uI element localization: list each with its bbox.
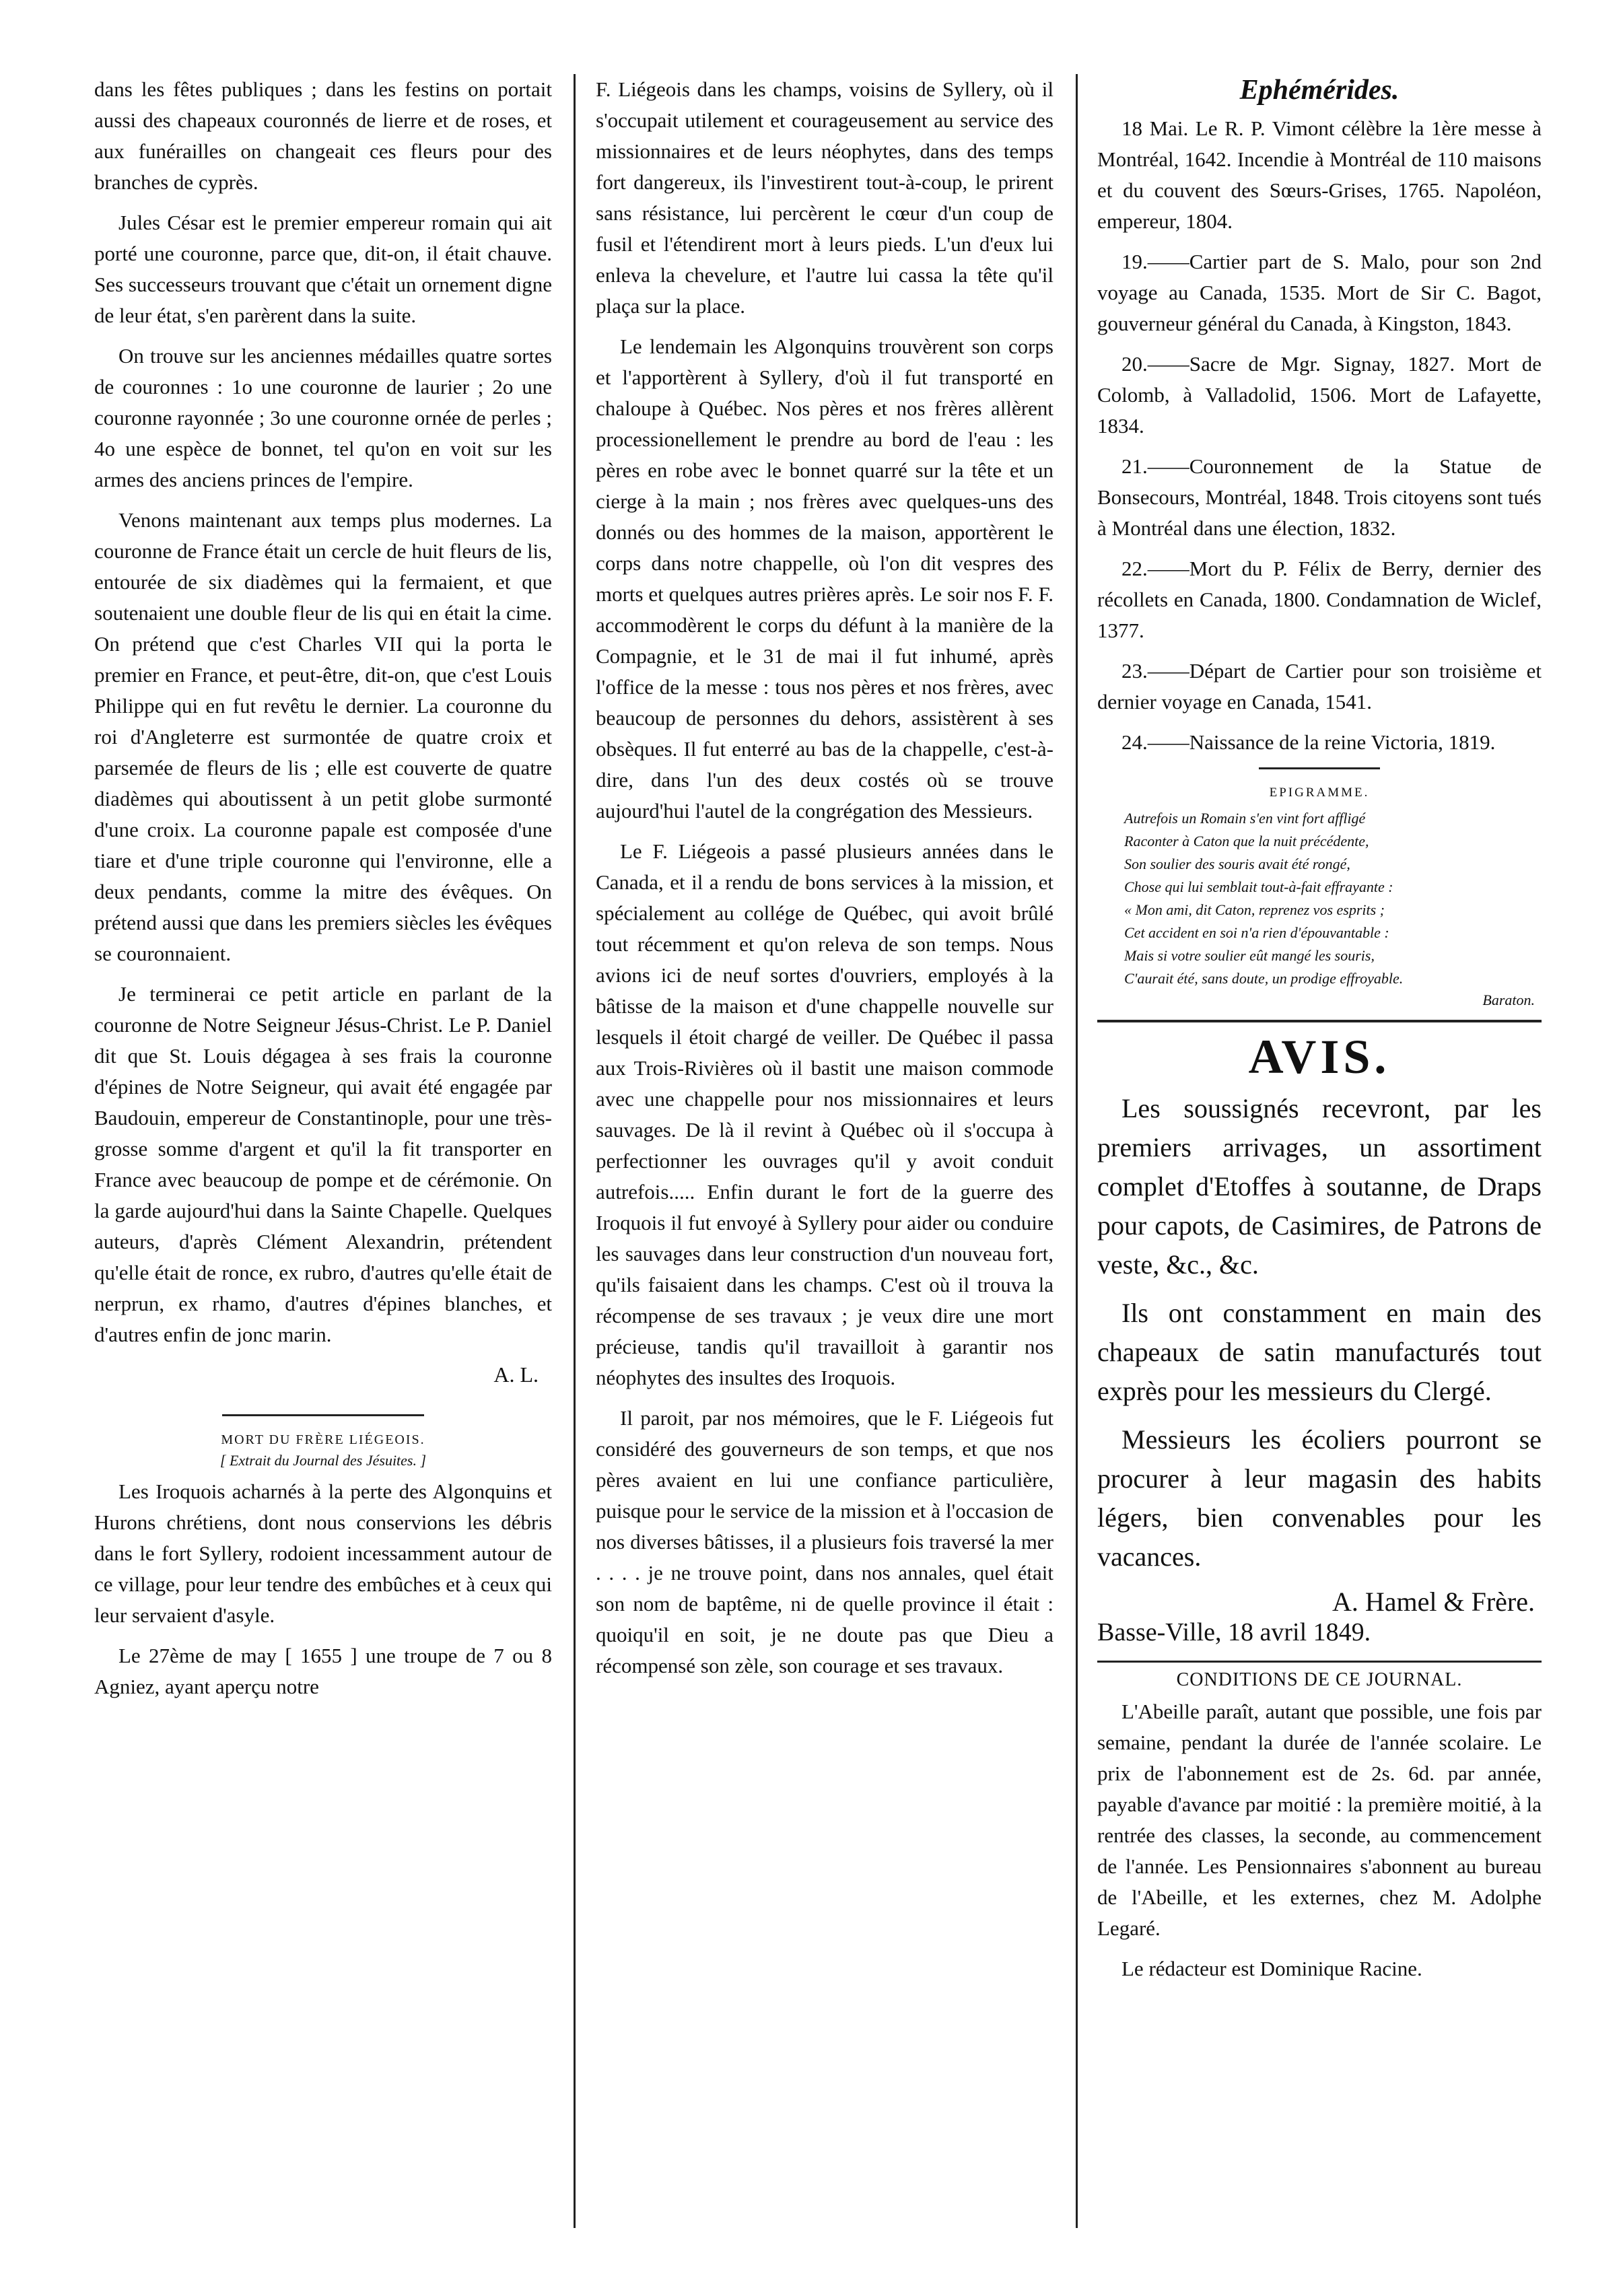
poem-line: Son soulier des souris avait été rongé, (1124, 856, 1350, 872)
paragraph: Les Iroquois acharnés à la perte des Algonquins et Hurons chrétiens, dont nous conservions les débris dans le fort Syllery, rodoient incessamment autour de ce village, pour leur tendre des embûches et à ceux qui leur servaient d'asyle. (94, 1480, 552, 1627)
author-signature: A. L. (493, 1362, 539, 1387)
newspaper-page (94, 74, 1542, 2255)
article-source: [ Extrait du Journal des Jésuites. ] (219, 1452, 427, 1469)
column-divider-1 (574, 74, 576, 2228)
paragraph: Ils ont constamment en main des chapeaux de satin manufacturés tout exprès pour les messieurs du Clergé. (1097, 1298, 1542, 1406)
paragraph: L'Abeille paraît, autant que possible, une fois par semaine, pendant la durée de l'année scolaire. Le prix de l'abonnement est de 2s. 6d. par année, payable d'avance par moitié : la première moitié, à la rentrée des classes, la seconde, au commencement de l'année. Les Pensionnaires s'abonnent au bureau de l'Abeille, et les externes, chez M. Adolphe Legaré. (1097, 1700, 1542, 1940)
section-divider (222, 1414, 424, 1416)
poem-line: Raconter à Caton que la nuit précédente, (1124, 833, 1369, 849)
paragraph: F. Liégeois dans les champs, voisins de Syllery, où il s'occupait utilement et courageusement au service des missionnaires et de leurs néophytes, dans des temps fort dangereux, ils l'investirent tout-à-coup, le prirent sans résistance, lui percèrent le cœur d'un coup de fusil et l'étendirent mort à leurs pieds. L'un d'eux lui enleva la chevelure, et l'autre lui cassa la tête qu'il plaça sur la place. (596, 77, 1054, 318)
advertisement-place-date: Basse-Ville, 18 avril 1849. (1097, 1618, 1371, 1646)
column-divider-2 (1076, 74, 1078, 2228)
paragraph: Messieurs les écoliers pourront se procurer à leur magasin des habits légers, bien convenables pour les vacances. (1097, 1424, 1542, 1572)
paragraph: Je terminerai ce petit article en parlant de la couronne de Notre Seigneur Jésus-Christ. Le P. Daniel dit que St. Louis dégagea à ses frais la couronne d'épines de Notre Seigneur, qui avait été engagée par Baudouin, empereur de Constantinople, pour une très-grosse somme d'argent et qu'il la fit transporter en France avec beaucoup de pompe et de cérémonie. On la garde aujourd'hui dans la Sainte Chapelle. Quelques auteurs, d'après Clément Alexandrin, prétendent qu'elle était de ronce, ex rubro, d'autres qu'elle était de nerprun, ex rhamo, d'autres d'épines blanches, et d'autres enfin de jonc marin. (94, 982, 552, 1346)
conditions-title: CONDITIONS DE CE JOURNAL. (1176, 1669, 1463, 1690)
ephemerides-title: Ephémérides. (1239, 75, 1400, 106)
advertiser-signature: A. Hamel & Frère. (1332, 1587, 1535, 1617)
epigram-author: Baraton. (1482, 992, 1535, 1008)
ephemeris-entry: 23.——Départ de Cartier pour son troisième et dernier voyage en Canada, 1541. (1097, 659, 1542, 714)
ephemeris-entry: 22.——Mort du P. Félix de Berry, dernier des récollets en Canada, 1800. Condamnation de Wiclef, 1377. (1097, 557, 1542, 642)
epigram-poem (1124, 807, 1542, 990)
poem-line: Mais si votre soulier eût mangé les souris, (1124, 947, 1375, 964)
epigram-title: EPIGRAMME. (1269, 786, 1370, 800)
paragraph: Le lendemain les Algonquins trouvèrent son corps et l'apportèrent à Syllery, d'où il fut transporté en chaloupe à Québec. Nos pères et nos frères allèrent processionellement le prendre au bord de l'eau : les pères en robe avec le bonnet quarré sur la tête et un cierge à la main ; nos frères avec quelques-uns des donnés ou des hommes de la maison, apportèrent le corps dans notre chappelle, où l'on dit vespres des morts et quelques autres prières après. Le soir nos F. F. accommodèrent le corps du défunt à la manière de la Compagnie, et le 31 de mai il fut inhumé, après l'office de la messe : tous nos pères et nos frères, avec beaucoup de personnes du dehors, assistèrent à ses obsèques. Il fut enterré au bas de la chappelle, c'est-à-dire, dans l'un des deux costés où se trouve aujourd'hui l'autel de la congrégation des Messieurs. (596, 335, 1054, 823)
ephemeris-entry: 20.——Sacre de Mgr. Signay, 1827. Mort de Colomb, à Valladolid, 1506. Mort de Lafayette, 1834. (1097, 352, 1542, 438)
paragraph: Venons maintenant aux temps plus modernes. La couronne de France était un cercle de huit fleurs de lis, entourée de six diadèmes qui la fermaient, et que soutenaient une double fleur de lis qui en était la cime. On prétend que c'est Charles VII qui la porta le premier en France, et peut-être, dit-on, que c'est Louis Philippe qui en fut revêtu le dernier. La couronne du roi d'Angleterre est surmontée de quatre croix et parsemée de fleurs de lis ; elle est couverte de quatre diadèmes qui aboutissent à un petit globe surmonté d'une croix. La couronne papale est composée d'une tiare et d'une triple couronne qui l'environne, elle a deux pendants, comme la mitre des évêques. On prétend aussi que dans les premiers siècles les évêques se couronnaient. (94, 508, 552, 965)
paragraph: Il paroit, par nos mémoires, que le F. Liégeois fut considéré des gouverneurs de son temps, et que nos pères avaient en lui une confiance particulière, puisque pour le service de la mission et à l'occasion de nos diverses bâtisses, il a plusieurs fois traversé la mer . . . . je ne trouve point, dans nos annales, quel était son nom de baptême, ni de quelle province il était : quoiqu'il en soit, je ne doute pas que Dieu a récompensé son zèle, son courage et ses travaux. (596, 1406, 1054, 1677)
ephemeris-entry: 18 Mai. Le R. P. Vimont célèbre la 1ère messe à Montréal, 1642. Incendie à Montréal de 110 maisons et du couvent des Sœurs-Grises, 1765. Napoléon, empereur, 1804. (1097, 116, 1542, 233)
section-divider (1097, 1661, 1542, 1663)
column-1 (94, 74, 552, 1712)
paragraph: dans les fêtes publiques ; dans les festins on portait aussi des chapeaux couronnés de lierre et de roses, et aux funérailles on changeait ces fleurs pour des branches de cyprès. (94, 77, 552, 194)
poem-line: Autrefois un Romain s'en vint fort affligé (1124, 810, 1366, 827)
article-title: MORT DU FRÈRE LIÉGEOIS. (221, 1432, 425, 1447)
paragraph: Le 27ème de may [ 1655 ] une troupe de 7 ou 8 Agniez, ayant aperçu notre (94, 1644, 552, 1698)
poem-line: Cet accident en soi n'a rien d'épouvantable : (1124, 924, 1389, 941)
advertisement (1097, 1029, 1542, 1647)
poem-line: C'aurait été, sans doute, un prodige effroyable. (1124, 970, 1404, 987)
advertisement-title: AVIS. (1248, 1030, 1391, 1084)
poem-line: « Mon ami, dit Caton, reprenez vos esprits ; (1124, 901, 1385, 918)
column-3 (1097, 74, 1542, 1994)
paragraph: On trouve sur les anciennes médailles quatre sortes de couronnes : 1o une couronne de laurier ; 2o une couronne rayonnée ; 3o une couronne ornée de perles ; 4o une espèce de bonnet, tel qu'on en voit sur les armes des anciens princes de l'empire. (94, 344, 552, 491)
paragraph: Le F. Liégeois a passé plusieurs années dans le Canada, et il a rendu de bons services à la mission, et spécialement au collége de Québec, qui avoit brûlé tout récemment et qu'on releva de son temps. Nous avions ici de neuf sortes d'ouvriers, employés à la bâtisse de la maison et d'une chappelle nouvelle sur lesquels il étoit chargé de veiller. De Québec il passa aux Trois-Rivières où il bastit une maison commode avec une chappelle pour nos missionnaires et leurs sauvages. De là il revint à Québec où il s'occupa à perfectionner les ouvrages qu'il y avoit conduit autrefois..... Enfin durant le fort de la guerre des Iroquois il fut envoyé à Syllery pour aider ou conduire les sauvages dans leur construction d'un nouveau fort, qu'ils faisaient dans les champs. C'est où il trouva la récompense de ses travaux ; je veux dire une mort précieuse, tandis qu'il travailloit à garantir nos néophytes des insultes des Iroquois. (596, 839, 1054, 1389)
section-divider (1259, 767, 1380, 769)
paragraph: Le rédacteur est Dominique Racine. (1121, 1957, 1422, 1980)
ephemeris-entry: 24.——Naissance de la reine Victoria, 1819. (1121, 730, 1496, 754)
section-divider (1097, 1020, 1542, 1022)
poem-line: Chose qui lui semblait tout-à-fait effrayante : (1124, 878, 1393, 895)
paragraph: Les soussignés recevront, par les premiers arrivages, un assortiment complet d'Etoffes à soutanne, de Draps pour capots, de Casimires, de Patrons de veste, &c., &c. (1097, 1093, 1542, 1280)
column-2 (596, 74, 1054, 1691)
paragraph: Jules César est le premier empereur romain qui ait porté une couronne, parce que, dit-on, il était chauve. Ses successeurs trouvant que c'était un ornement digne de leur état, s'en parèrent dans la suite. (94, 211, 552, 327)
ephemeris-entry: 19.——Cartier part de S. Malo, pour son 2nd voyage au Canada, 1535. Mort de Sir C. Bagot, gouverneur général du Canada, à Kingston, 1843. (1097, 250, 1542, 335)
ephemeris-entry: 21.——Couronnement de la Statue de Bonsecours, Montréal, 1848. Trois citoyens sont tués à Montréal dans une élection, 1832. (1097, 454, 1542, 540)
